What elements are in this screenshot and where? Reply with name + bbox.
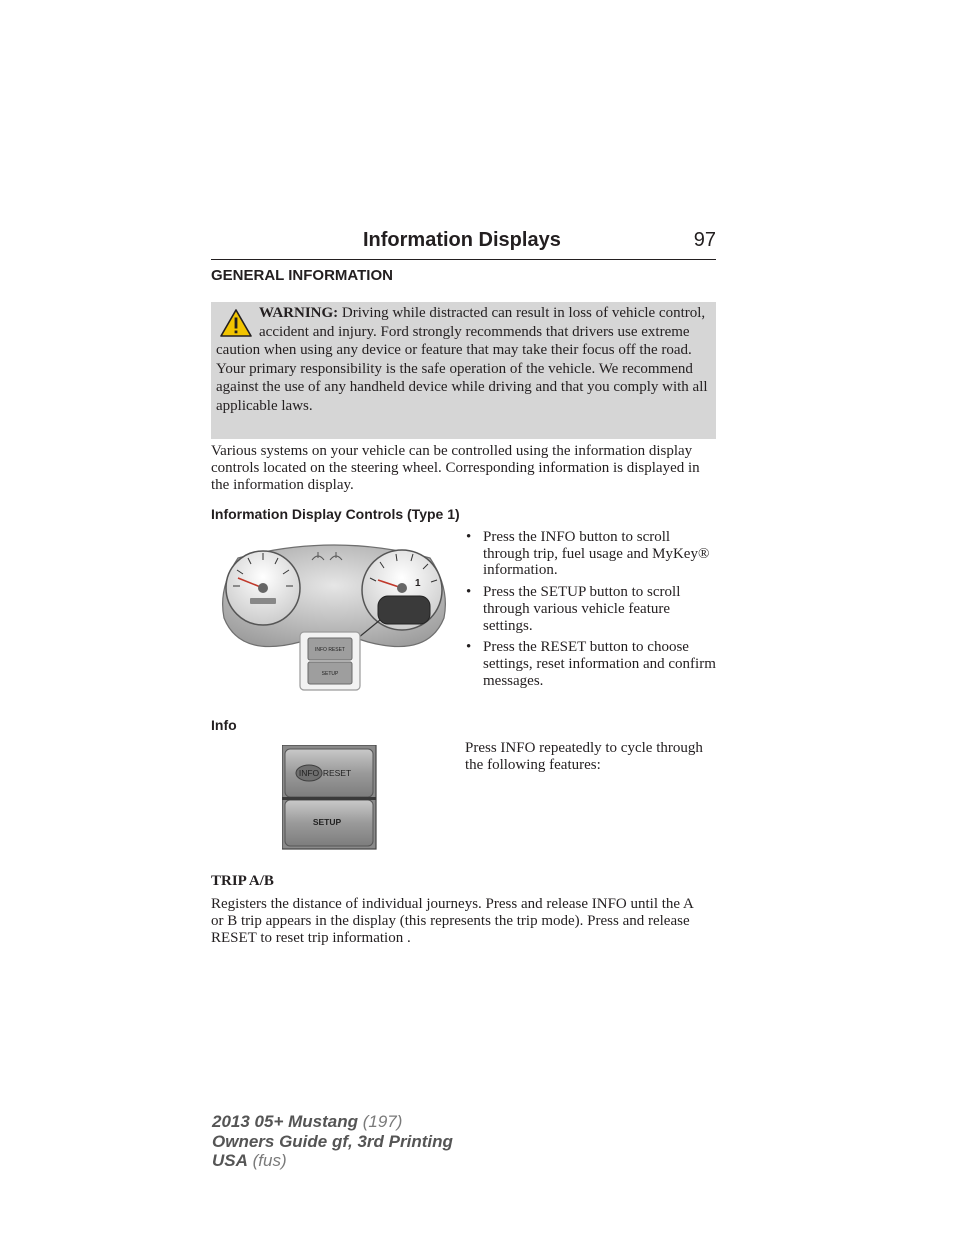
page-number: 97 bbox=[693, 229, 716, 251]
trip-heading: TRIP A/B bbox=[211, 873, 274, 889]
controls-heading: Information Display Controls (Type 1) bbox=[211, 506, 460, 522]
info-heading: Info bbox=[211, 717, 237, 733]
warning-body: Driving while distracted can result in loss of vehicle control, accident and injury. Ford strongly recommends that drivers use extreme caution when using any device or feature that may take their focus off the road. Your primary responsibility is the safe operation of the vehicle. We recommend against the use of any handheld device while driving and that you comply with all applicable laws. bbox=[216, 305, 708, 414]
instrument-cluster-illustration bbox=[218, 538, 450, 692]
info-button-illustration bbox=[282, 745, 378, 851]
controls-bullet-list bbox=[465, 529, 720, 694]
setup-button-label: SETUP bbox=[312, 817, 342, 827]
info-paragraph: Press INFO repeatedly to cycle through the following features: bbox=[465, 740, 703, 773]
intro-paragraph: Various systems on your vehicle can be controlled using the information display controls located on the steering wheel. Corresponding information is displayed in the information display. bbox=[211, 443, 700, 493]
list-item: • Press the INFO button to scroll through trip, fuel usage and MyKey® information. bbox=[466, 529, 710, 579]
gauge-digit: 1 bbox=[415, 578, 421, 589]
list-item: • Press the RESET button to choose settings, reset information and confirm messages. bbox=[466, 639, 716, 689]
section-heading: GENERAL INFORMATION bbox=[211, 267, 393, 284]
cluster-setup-label: SETUP bbox=[321, 671, 339, 677]
warning-text bbox=[216, 304, 708, 416]
list-item: • Press the SETUP button to scroll through various vehicle feature settings. bbox=[466, 584, 681, 634]
cluster-info-reset-label: INFO RESET bbox=[314, 647, 346, 653]
page-title: Information Displays bbox=[363, 229, 561, 251]
page-footer: 2013 05+ Mustang (197) Owners Guide gf, 3rd Printing USA (fus) bbox=[212, 1112, 453, 1170]
reset-button-label: RESET bbox=[322, 768, 352, 778]
info-button-label: INFO bbox=[298, 768, 320, 778]
warning-label: WARNING: bbox=[259, 305, 339, 321]
warning-box bbox=[211, 302, 716, 439]
page-header bbox=[211, 229, 716, 260]
trip-paragraph: Registers the distance of individual journeys. Press and release INFO until the A or B trip appears in the display (this represents the trip mode). Press and release RESET to reset trip information . bbox=[211, 896, 693, 946]
